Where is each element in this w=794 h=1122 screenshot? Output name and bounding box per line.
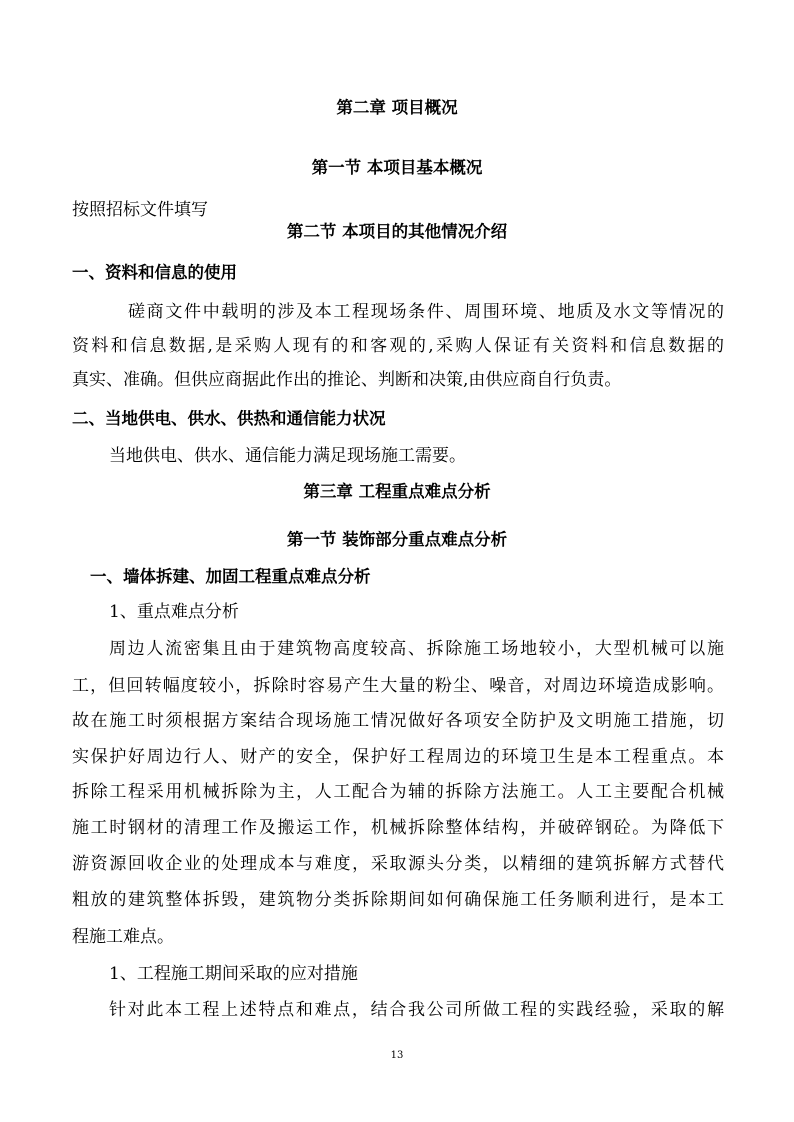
paragraph-line: 工，但回转幅度较小，拆除时容易产生大量的粉尘、噪音，对周边环境造成影响。 — [72, 676, 724, 696]
paragraph-line: 故在施工时须根据方案结合现场施工情况做好各项安全防护及文明施工措施，切 — [72, 711, 724, 731]
subheading-key-points: 1、重点难点分析 — [109, 602, 239, 622]
chapter-2-title: 第二章 项目概况 — [336, 98, 458, 117]
section-3-1-title: 第一节 装饰部分重点难点分析 — [286, 530, 508, 549]
heading-wall: 一、墙体拆建、加固工程重点难点分析 — [90, 567, 371, 586]
paragraph-line: 资料和信息数据,是采购人现有的和客观的,采购人保证有关资料和信息数据的 — [72, 336, 724, 356]
section-1-title: 第一节 本项目基本概况 — [311, 158, 483, 177]
paragraph-line: 针对此本工程上述特点和难点，结合我公司所做工程的实践经验，采取的解 — [109, 1000, 724, 1020]
paragraph-line: 程施工难点。 — [72, 927, 174, 947]
subheading-measures: 1、工程施工期间采取的应对措施 — [109, 964, 358, 984]
section-2-title: 第二节 本项目的其他情况介绍 — [286, 222, 508, 241]
paragraph-line: 磋商文件中载明的涉及本工程现场条件、周围环境、地质及水文等情况的 — [128, 302, 724, 322]
heading-utilities: 二、当地供电、供水、供热和通信能力状况 — [72, 409, 386, 428]
page-number: 13 — [390, 1050, 404, 1061]
chapter-3-title: 第三章 工程重点难点分析 — [303, 482, 491, 501]
paragraph-line: 实保护好周边行人、财产的安全，保护好工程周边的环境卫生是本工程重点。本 — [72, 747, 724, 767]
paragraph-line: 游资源回收企业的处理成本与难度，采取源头分类，以精细的建筑拆解方式替代 — [72, 854, 724, 874]
section-1-text: 按照招标文件填写 — [72, 200, 208, 220]
paragraph-line: 粗放的建筑整体拆毁，建筑物分类拆除期间如何确保施工任务顺利进行，是本工 — [72, 890, 724, 910]
paragraph-line: 真实、准确。但供应商据此作出的推论、判断和决策,由供应商自行负责。 — [72, 370, 622, 390]
utilities-text: 当地供电、供水、通信能力满足现场施工需要。 — [109, 446, 466, 466]
paragraph-line: 施工时钢材的清理工作及搬运工作，机械拆除整体结构，并破碎钢砼。为降低下 — [72, 818, 724, 838]
paragraph-line: 拆除工程采用机械拆除为主，人工配合为辅的拆除方法施工。人工主要配合机械 — [72, 782, 724, 802]
paragraph-line: 周边人流密集且由于建筑物高度较高、拆除施工场地较小，大型机械可以施 — [109, 639, 724, 659]
heading-info-use: 一、资料和信息的使用 — [72, 263, 237, 282]
